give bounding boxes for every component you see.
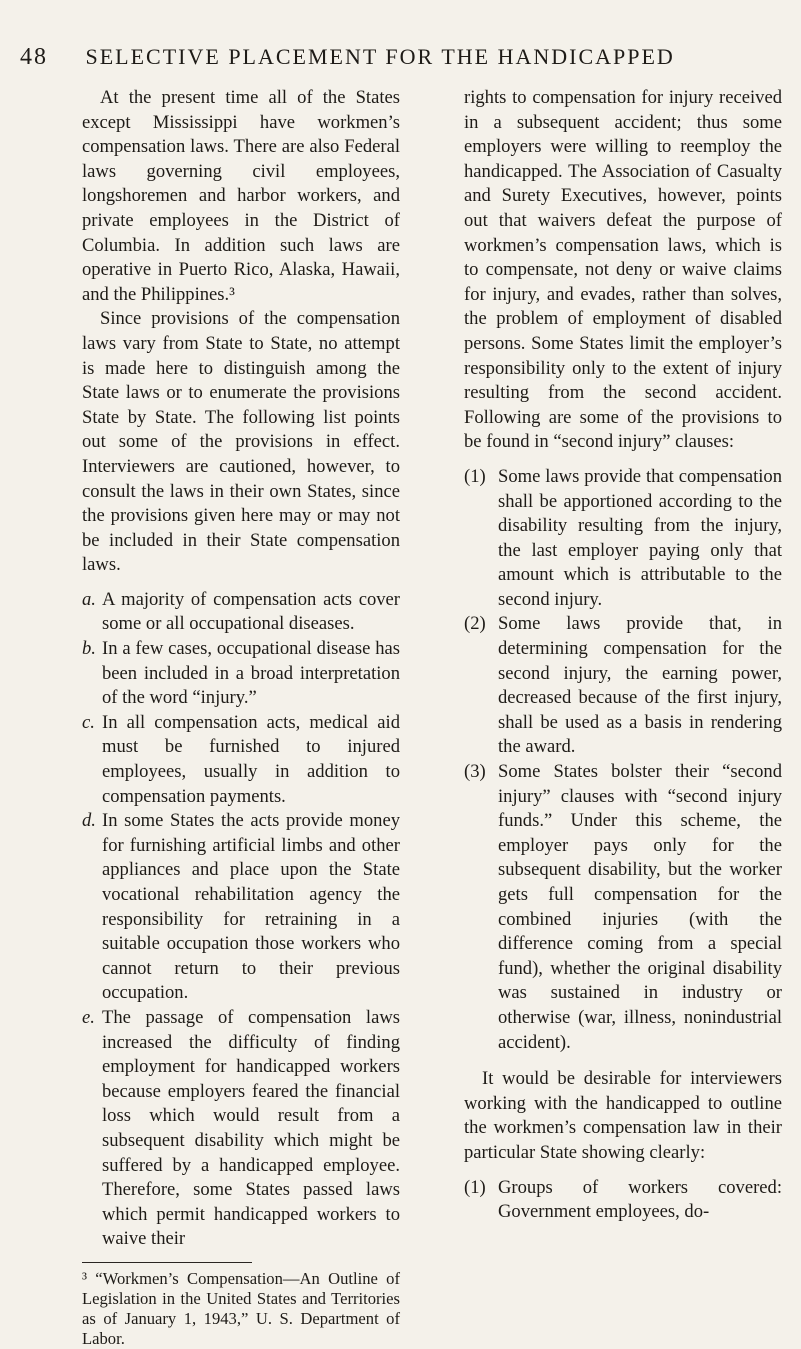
list-item: [82, 637, 400, 711]
list-item-text: Groups of workers covered: Government employees, do-: [498, 1176, 782, 1223]
page-header: [20, 44, 781, 71]
right-column: [464, 86, 782, 1225]
list-item: [82, 809, 400, 1006]
list-item-text: Some laws provide that compensation shall be apportioned according to the disability resulting from the injury, the last employer paying only that amount which is attributable to the second injury.: [498, 465, 782, 610]
list-item-label: (3): [464, 761, 486, 783]
list-item: [82, 588, 400, 637]
list-item-text: In some States the acts provide money for furnishing artificial limbs and other appliances and place upon the State vocational rehabilitation agency the responsibility for retraining in a suitable occupation those workers who cannot return to their previous occupation.: [102, 810, 400, 1004]
second-injury-list: [464, 465, 782, 1055]
list-item-text: The passage of compensation laws increased the difficulty of finding employment for handicapped workers because employers feared the financial loss which would result from a subsequent disability which might be suffered by a handicapped employee. Therefore, some States passed laws which permit handicapped workers to waive their: [102, 1006, 400, 1250]
list-item-label: c.: [82, 711, 95, 733]
list-item-text: A majority of compensation acts cover some or all occupational diseases.: [102, 588, 400, 635]
list-item: [464, 1176, 782, 1225]
list-item: [464, 465, 782, 613]
provisions-list: [82, 588, 400, 1252]
list-item-label: e.: [82, 1006, 95, 1028]
list-item: [464, 612, 782, 760]
footnote-rule: [82, 1262, 252, 1263]
list-item-text: Some States bolster their “second injury” clauses with “second injury funds.” Under this scheme, the employer pays only for the subsequent disability, but the worker gets full compensation for the combined injuries (with the difference coming from a special fund), whether the original disability was sustained in industry or otherwise (war, illness, nonindustrial accident).: [498, 761, 782, 1053]
paragraph: rights to compensation for injury received in a subsequent accident; thus some employers were willing to reemploy the handicapped. The Association of Casualty and Surety Executives, however, points out that waivers defeat the purpose of workmen’s compensation laws, which is to compensate, not deny or waive claims for injury, and evades, rather than solves, the problem of employment of disabled persons. Some States limit the employer’s responsibility only to the extent of injury resulting from the second accident. Following are some of the provisions to be found in “second injury” clauses:: [464, 87, 782, 453]
footnote: ³ “Workmen’s Compensation—An Outline of Legislation in the United States and Territories as of January 1, 1943,” U. S. Department of Labor.: [82, 1268, 400, 1348]
left-column: [82, 86, 400, 1349]
paragraph: Since provisions of the compensation laws vary from State to State, no attempt is made here to distinguish among the State laws or to enumerate the provisions State by State. The following list points out some of the provisions in effect. Interviewers are cautioned, however, to consult the laws in their own States, since the provisions given here may or may not be included in their State compensation laws.: [82, 308, 400, 576]
list-item-label: (1): [464, 465, 486, 487]
list-item-label: a.: [82, 588, 96, 610]
list-item: [82, 711, 400, 809]
list-item-label: (1): [464, 1176, 486, 1198]
list-item-text: In a few cases, occupational disease has been included in a broad interpretation of the word “injury.”: [102, 638, 400, 709]
paragraph: It would be desirable for interviewers working with the handicapped to outline the workmen’s compensation law in their particular State showing clearly:: [464, 1068, 782, 1163]
list-item-label: (2): [464, 613, 486, 635]
list-item: [82, 1006, 400, 1252]
list-item: [464, 760, 782, 1055]
page-number: 48: [20, 44, 48, 70]
list-item-text: Some laws provide that, in determining compensation for the second injury, the earning power, decreased because of the first injury, shall be used as a basis in rendering the award.: [498, 613, 782, 758]
paragraph: At the present time all of the States except Mississippi have workmen’s compensation laws. There are also Federal laws governing civil employees, longshoremen and harbor workers, and private employees in the District of Columbia. In addition such laws are operative in Puerto Rico, Alaska, Hawaii, and the Philippines.³: [82, 87, 400, 305]
running-title: SELECTIVE PLACEMENT FOR THE HANDICAPPED: [85, 44, 675, 69]
list-item-text: In all compensation acts, medical aid must be furnished to injured employees, usually in addition to compensation payments.: [102, 711, 400, 807]
list-item-label: b.: [82, 638, 96, 660]
list-item-label: d.: [82, 810, 96, 832]
outline-list: [464, 1176, 782, 1225]
